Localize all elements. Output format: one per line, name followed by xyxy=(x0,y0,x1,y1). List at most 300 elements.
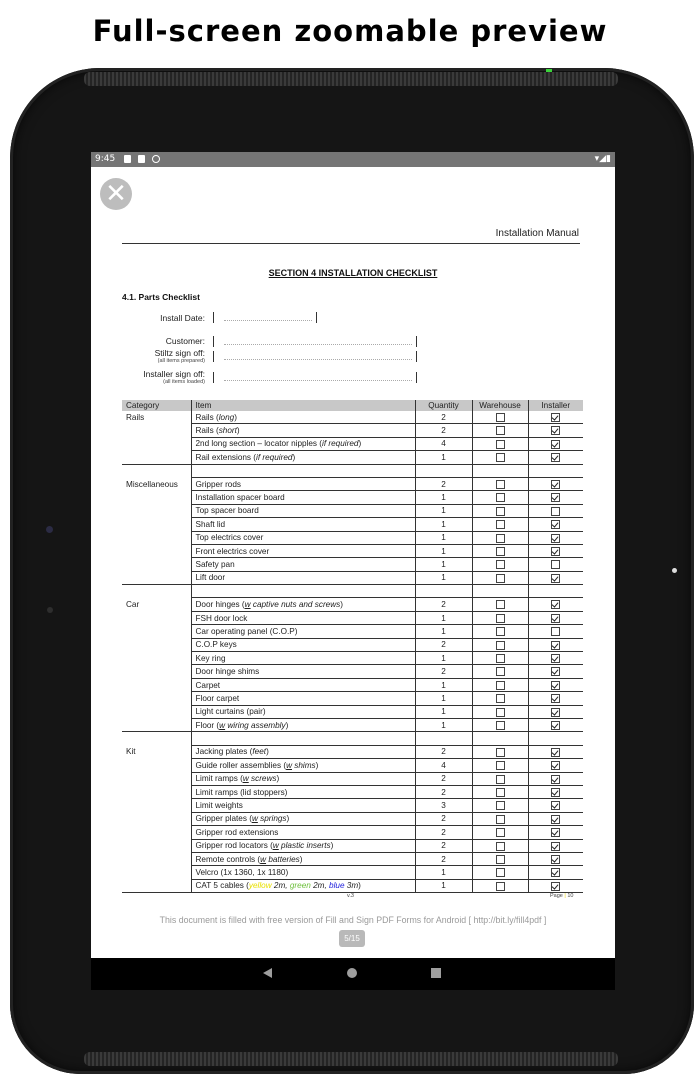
empty-cell xyxy=(472,464,528,477)
quantity-cell: 1 xyxy=(415,518,472,531)
installer-checkbox[interactable] xyxy=(551,600,560,609)
warehouse-checkbox[interactable] xyxy=(496,748,505,757)
header-category: Category xyxy=(122,400,191,411)
category-cell xyxy=(122,866,191,879)
warehouse-cell xyxy=(472,692,528,705)
table-row xyxy=(122,437,583,450)
status-time: 9:45 xyxy=(95,154,116,164)
item-cell: Gripper rod locators (w plastic inserts) xyxy=(191,839,415,852)
cable-color-green: green xyxy=(289,881,311,891)
installer-cell xyxy=(528,718,583,731)
table-row xyxy=(122,705,583,718)
item-cell: Guide roller assemblies (w shims) xyxy=(191,759,415,772)
empty-cell xyxy=(472,732,528,745)
installer-cell xyxy=(528,491,583,504)
item-cell: Rails (long) xyxy=(191,411,415,424)
document-page-number: Page | 10 xyxy=(550,893,574,899)
quantity-cell: 1 xyxy=(415,531,472,544)
installer-cell xyxy=(528,705,583,718)
warehouse-cell xyxy=(472,531,528,544)
warehouse-checkbox[interactable] xyxy=(496,694,505,703)
quantity-cell: 1 xyxy=(415,491,472,504)
quantity-cell: 2 xyxy=(415,852,472,865)
table-spacer-row xyxy=(122,585,583,598)
quantity-cell: 2 xyxy=(415,638,472,651)
table-row xyxy=(122,518,583,531)
quantity-cell: 1 xyxy=(415,652,472,665)
item-cell: Floor (w wiring assembly) xyxy=(191,718,415,731)
installer-cell xyxy=(528,611,583,624)
installer-cell xyxy=(528,678,583,691)
empty-cell xyxy=(122,585,191,598)
installer-signoff-label: Installer sign off: (all items loaded) xyxy=(143,369,205,385)
quantity-cell: 1 xyxy=(415,504,472,517)
page-counter: 5/15 xyxy=(339,930,365,947)
empty-cell xyxy=(415,585,472,598)
table-row xyxy=(122,558,583,571)
item-cell: Car operating panel (C.O.P) xyxy=(191,625,415,638)
installer-checkbox[interactable] xyxy=(551,480,560,489)
item-cell: Velcro (1x 1360, 1x 1180) xyxy=(191,866,415,879)
quantity-cell: 2 xyxy=(415,745,472,758)
document-version: v.3 xyxy=(347,893,354,899)
warehouse-checkbox[interactable] xyxy=(496,426,505,435)
header-item: Item xyxy=(191,400,415,411)
table-row xyxy=(122,718,583,731)
warehouse-cell xyxy=(472,611,528,624)
warehouse-checkbox[interactable] xyxy=(496,641,505,650)
category-cell xyxy=(122,437,191,450)
installer-cell xyxy=(528,866,583,879)
installer-checkbox[interactable] xyxy=(551,828,560,837)
warehouse-checkbox[interactable] xyxy=(496,413,505,422)
installer-checkbox[interactable] xyxy=(551,560,560,569)
notification-led xyxy=(546,69,552,72)
installer-checkbox[interactable] xyxy=(551,788,560,797)
installer-cell xyxy=(528,531,583,544)
category-cell xyxy=(122,705,191,718)
warehouse-cell xyxy=(472,812,528,825)
warehouse-cell xyxy=(472,678,528,691)
warehouse-cell xyxy=(472,799,528,812)
back-icon[interactable] xyxy=(263,968,272,978)
installer-cell xyxy=(528,852,583,865)
table-spacer-row xyxy=(122,464,583,477)
warehouse-checkbox[interactable] xyxy=(496,614,505,623)
item-cell: Jacking plates (feet) xyxy=(191,745,415,758)
category-cell xyxy=(122,558,191,571)
installer-checkbox[interactable] xyxy=(551,507,560,516)
warehouse-cell xyxy=(472,411,528,424)
warehouse-checkbox[interactable] xyxy=(496,788,505,797)
installer-checkbox[interactable] xyxy=(551,855,560,864)
item-cell: Gripper rods xyxy=(191,477,415,490)
category-cell: Car xyxy=(122,598,191,611)
warehouse-checkbox[interactable] xyxy=(496,440,505,449)
quantity-cell: 3 xyxy=(415,799,472,812)
installer-checkbox[interactable] xyxy=(551,520,560,529)
section-title: SECTION 4 INSTALLATION CHECKLIST xyxy=(268,268,438,278)
installer-cell xyxy=(528,692,583,705)
warehouse-checkbox[interactable] xyxy=(496,480,505,489)
stiltz-signoff-field[interactable] xyxy=(213,351,417,362)
category-cell xyxy=(122,718,191,731)
quantity-cell: 1 xyxy=(415,451,472,464)
category-cell xyxy=(122,451,191,464)
installer-checkbox[interactable] xyxy=(551,868,560,877)
item-cell: Safety pan xyxy=(191,558,415,571)
installer-cell xyxy=(528,879,583,892)
quantity-cell: 2 xyxy=(415,598,472,611)
warehouse-checkbox[interactable] xyxy=(496,574,505,583)
warehouse-checkbox[interactable] xyxy=(496,627,505,636)
quantity-cell: 1 xyxy=(415,544,472,557)
install-date-label: Install Date: xyxy=(160,313,205,323)
table-row xyxy=(122,839,583,852)
empty-cell xyxy=(528,585,583,598)
installer-cell xyxy=(528,558,583,571)
item-cell: Gripper rod extensions xyxy=(191,826,415,839)
table-row xyxy=(122,692,583,705)
table-row xyxy=(122,759,583,772)
category-cell xyxy=(122,692,191,705)
warehouse-cell xyxy=(472,852,528,865)
quantity-cell: 2 xyxy=(415,424,472,437)
quantity-cell: 2 xyxy=(415,411,472,424)
quantity-cell: 1 xyxy=(415,879,472,892)
item-cell: Installation spacer board xyxy=(191,491,415,504)
warehouse-cell xyxy=(472,759,528,772)
warehouse-checkbox[interactable] xyxy=(496,708,505,717)
watermark-text: This document is filled with free version of Fill and Sign PDF Forms for Android [ http://bit.ly/fill4pdf ] xyxy=(159,915,547,925)
warehouse-cell xyxy=(472,652,528,665)
empty-cell xyxy=(191,585,415,598)
empty-cell xyxy=(415,732,472,745)
installer-checkbox[interactable] xyxy=(551,627,560,636)
table-spacer-row xyxy=(122,732,583,745)
category-cell xyxy=(122,625,191,638)
quantity-cell: 4 xyxy=(415,759,472,772)
install-date-field[interactable] xyxy=(213,312,317,323)
warehouse-checkbox[interactable] xyxy=(496,493,505,502)
quantity-cell: 1 xyxy=(415,611,472,624)
category-cell xyxy=(122,491,191,504)
empty-cell xyxy=(122,732,191,745)
warehouse-cell xyxy=(472,625,528,638)
table-row xyxy=(122,812,583,825)
close-icon: ✕ xyxy=(105,179,127,209)
warehouse-checkbox[interactable] xyxy=(496,547,505,556)
customer-field[interactable] xyxy=(213,336,417,347)
table-row xyxy=(122,852,583,865)
installer-checkbox[interactable] xyxy=(551,815,560,824)
empty-cell xyxy=(191,732,415,745)
quantity-cell: 1 xyxy=(415,866,472,879)
data-saver-icon xyxy=(152,155,160,163)
recent-apps-icon[interactable] xyxy=(431,968,441,978)
warehouse-cell xyxy=(472,558,528,571)
item-cell: FSH door lock xyxy=(191,611,415,624)
parts-checklist-table xyxy=(122,400,583,893)
installer-cell xyxy=(528,638,583,651)
installer-signoff-note: (all items loaded) xyxy=(163,379,205,385)
warehouse-checkbox[interactable] xyxy=(496,453,505,462)
table-row xyxy=(122,424,583,437)
table-row xyxy=(122,477,583,490)
wifi-signal-battery-icons: ▾◢▮ xyxy=(594,154,611,164)
warehouse-cell xyxy=(472,879,528,892)
quantity-cell: 2 xyxy=(415,826,472,839)
quantity-cell: 2 xyxy=(415,772,472,785)
subsection-title: 4.1. Parts Checklist xyxy=(122,292,200,302)
table-row xyxy=(122,411,583,424)
warehouse-cell xyxy=(472,491,528,504)
quantity-cell: 2 xyxy=(415,839,472,852)
installer-checkbox[interactable] xyxy=(551,440,560,449)
top-speaker-grille xyxy=(84,72,618,86)
installer-cell xyxy=(528,598,583,611)
status-bar xyxy=(91,152,615,167)
warehouse-checkbox[interactable] xyxy=(496,775,505,784)
installer-checkbox[interactable] xyxy=(551,801,560,810)
warehouse-cell xyxy=(472,598,528,611)
notification-a-icon xyxy=(124,155,131,163)
installer-cell xyxy=(528,839,583,852)
installer-cell xyxy=(528,745,583,758)
warehouse-checkbox[interactable] xyxy=(496,868,505,877)
item-cell: Light curtains (pair) xyxy=(191,705,415,718)
table-row xyxy=(122,625,583,638)
warehouse-checkbox[interactable] xyxy=(496,560,505,569)
item-cell: Remote controls (w batteries) xyxy=(191,852,415,865)
table-row xyxy=(122,745,583,758)
installer-checkbox[interactable] xyxy=(551,721,560,730)
warehouse-cell xyxy=(472,866,528,879)
installer-checkbox[interactable] xyxy=(551,614,560,623)
warehouse-checkbox[interactable] xyxy=(496,600,505,609)
category-cell xyxy=(122,518,191,531)
item-cell: Rail extensions (if required) xyxy=(191,451,415,464)
category-cell xyxy=(122,424,191,437)
category-cell: Miscellaneous xyxy=(122,477,191,490)
item-cell: 2nd long section – locator nipples (if required) xyxy=(191,437,415,450)
warehouse-cell xyxy=(472,571,528,584)
warehouse-cell xyxy=(472,638,528,651)
category-cell xyxy=(122,852,191,865)
installer-cell xyxy=(528,785,583,798)
empty-cell xyxy=(191,464,415,477)
warehouse-cell xyxy=(472,518,528,531)
warehouse-checkbox[interactable] xyxy=(496,828,505,837)
warehouse-checkbox[interactable] xyxy=(496,855,505,864)
table-row xyxy=(122,598,583,611)
category-cell xyxy=(122,638,191,651)
installer-checkbox[interactable] xyxy=(551,748,560,757)
installer-checkbox[interactable] xyxy=(551,708,560,717)
warehouse-checkbox[interactable] xyxy=(496,534,505,543)
quantity-cell: 1 xyxy=(415,692,472,705)
table-row xyxy=(122,678,583,691)
warehouse-checkbox[interactable] xyxy=(496,815,505,824)
installer-checkbox[interactable] xyxy=(551,493,560,502)
installer-cell xyxy=(528,571,583,584)
installer-cell xyxy=(528,477,583,490)
item-cell: CAT 5 cables (yellow 2m, green 2m, blue 3m) xyxy=(191,879,415,892)
empty-cell xyxy=(415,464,472,477)
quantity-cell: 2 xyxy=(415,665,472,678)
installer-checkbox[interactable] xyxy=(551,534,560,543)
item-cell: Door hinges (w captive nuts and screws) xyxy=(191,598,415,611)
installer-cell xyxy=(528,437,583,450)
warehouse-cell xyxy=(472,665,528,678)
table-row xyxy=(122,531,583,544)
installer-cell xyxy=(528,451,583,464)
category-cell xyxy=(122,665,191,678)
warehouse-checkbox[interactable] xyxy=(496,667,505,676)
installer-checkbox[interactable] xyxy=(551,574,560,583)
installer-checkbox[interactable] xyxy=(551,775,560,784)
warehouse-cell xyxy=(472,839,528,852)
empty-cell xyxy=(472,585,528,598)
cable-color-blue: blue xyxy=(329,881,345,891)
installer-checkbox[interactable] xyxy=(551,547,560,556)
installer-cell xyxy=(528,424,583,437)
warehouse-checkbox[interactable] xyxy=(496,654,505,663)
table-row xyxy=(122,785,583,798)
bottom-speaker-grille xyxy=(84,1052,618,1066)
installer-checkbox[interactable] xyxy=(551,882,560,891)
item-cell: Gripper plates (w springs) xyxy=(191,812,415,825)
header-quantity: Quantity xyxy=(415,400,472,411)
document-header: Installation Manual xyxy=(495,228,579,239)
installer-cell xyxy=(528,772,583,785)
installer-cell xyxy=(528,544,583,557)
warehouse-checkbox[interactable] xyxy=(496,842,505,851)
item-cell: Floor carpet xyxy=(191,692,415,705)
installer-cell xyxy=(528,411,583,424)
item-cell: Limit ramps (w screws) xyxy=(191,772,415,785)
warehouse-cell xyxy=(472,705,528,718)
installer-cell xyxy=(528,652,583,665)
category-cell xyxy=(122,879,191,892)
warehouse-cell xyxy=(472,826,528,839)
item-cell: Key ring xyxy=(191,652,415,665)
installer-checkbox[interactable] xyxy=(551,681,560,690)
installer-checkbox[interactable] xyxy=(551,694,560,703)
installer-cell xyxy=(528,518,583,531)
installer-checkbox[interactable] xyxy=(551,761,560,770)
category-cell xyxy=(122,799,191,812)
table-row xyxy=(122,772,583,785)
installer-cell xyxy=(528,665,583,678)
installer-checkbox[interactable] xyxy=(551,413,560,422)
warehouse-checkbox[interactable] xyxy=(496,882,505,891)
close-preview-button[interactable] xyxy=(100,178,132,210)
installer-checkbox[interactable] xyxy=(551,654,560,663)
installer-cell xyxy=(528,504,583,517)
warehouse-cell xyxy=(472,504,528,517)
quantity-cell: 2 xyxy=(415,785,472,798)
installer-signoff-field[interactable] xyxy=(213,372,417,383)
quantity-cell: 1 xyxy=(415,705,472,718)
warehouse-checkbox[interactable] xyxy=(496,507,505,516)
table-row xyxy=(122,504,583,517)
header-installer: Installer xyxy=(528,400,583,411)
installer-checkbox[interactable] xyxy=(551,641,560,650)
warehouse-cell xyxy=(472,424,528,437)
item-cell: C.O.P keys xyxy=(191,638,415,651)
android-nav-bar xyxy=(91,958,615,990)
warehouse-cell xyxy=(472,745,528,758)
warehouse-checkbox[interactable] xyxy=(496,801,505,810)
item-cell: Carpet xyxy=(191,678,415,691)
empty-cell xyxy=(528,732,583,745)
header-divider xyxy=(122,243,580,244)
category-cell xyxy=(122,611,191,624)
side-indicator-light xyxy=(672,568,677,573)
front-camera xyxy=(46,526,53,533)
table-row xyxy=(122,491,583,504)
item-cell: Door hinge shims xyxy=(191,665,415,678)
warehouse-checkbox[interactable] xyxy=(496,681,505,690)
item-cell: Limit ramps (lid stoppers) xyxy=(191,785,415,798)
warehouse-cell xyxy=(472,437,528,450)
installer-checkbox[interactable] xyxy=(551,453,560,462)
warehouse-cell xyxy=(472,785,528,798)
item-cell: Top electrics cover xyxy=(191,531,415,544)
quantity-cell: 1 xyxy=(415,678,472,691)
warehouse-cell xyxy=(472,718,528,731)
table-row xyxy=(122,571,583,584)
installer-checkbox[interactable] xyxy=(551,842,560,851)
device-screen xyxy=(91,152,615,990)
table-row xyxy=(122,799,583,812)
category-cell xyxy=(122,652,191,665)
item-cell: Shaft lid xyxy=(191,518,415,531)
installer-checkbox[interactable] xyxy=(551,667,560,676)
warehouse-checkbox[interactable] xyxy=(496,721,505,730)
stiltz-signoff-note: (all items prepared) xyxy=(157,358,205,364)
table-row xyxy=(122,451,583,464)
warehouse-cell xyxy=(472,451,528,464)
category-cell xyxy=(122,785,191,798)
preview-headline: Full-screen zoomable preview xyxy=(92,14,608,48)
warehouse-checkbox[interactable] xyxy=(496,761,505,770)
item-cell: Top spacer board xyxy=(191,504,415,517)
installer-checkbox[interactable] xyxy=(551,426,560,435)
quantity-cell: 1 xyxy=(415,571,472,584)
item-cell: Limit weights xyxy=(191,799,415,812)
warehouse-checkbox[interactable] xyxy=(496,520,505,529)
category-cell xyxy=(122,826,191,839)
item-cell: Rails (short) xyxy=(191,424,415,437)
warehouse-cell xyxy=(472,544,528,557)
installer-cell xyxy=(528,826,583,839)
table-row xyxy=(122,665,583,678)
home-icon[interactable] xyxy=(347,968,357,978)
category-cell xyxy=(122,531,191,544)
category-cell xyxy=(122,759,191,772)
table-row xyxy=(122,879,583,892)
category-cell xyxy=(122,678,191,691)
installer-cell xyxy=(528,812,583,825)
quantity-cell: 1 xyxy=(415,718,472,731)
quantity-cell: 1 xyxy=(415,625,472,638)
installer-cell xyxy=(528,799,583,812)
sd-card-icon xyxy=(138,155,145,163)
light-sensor xyxy=(47,607,53,613)
table-row xyxy=(122,652,583,665)
